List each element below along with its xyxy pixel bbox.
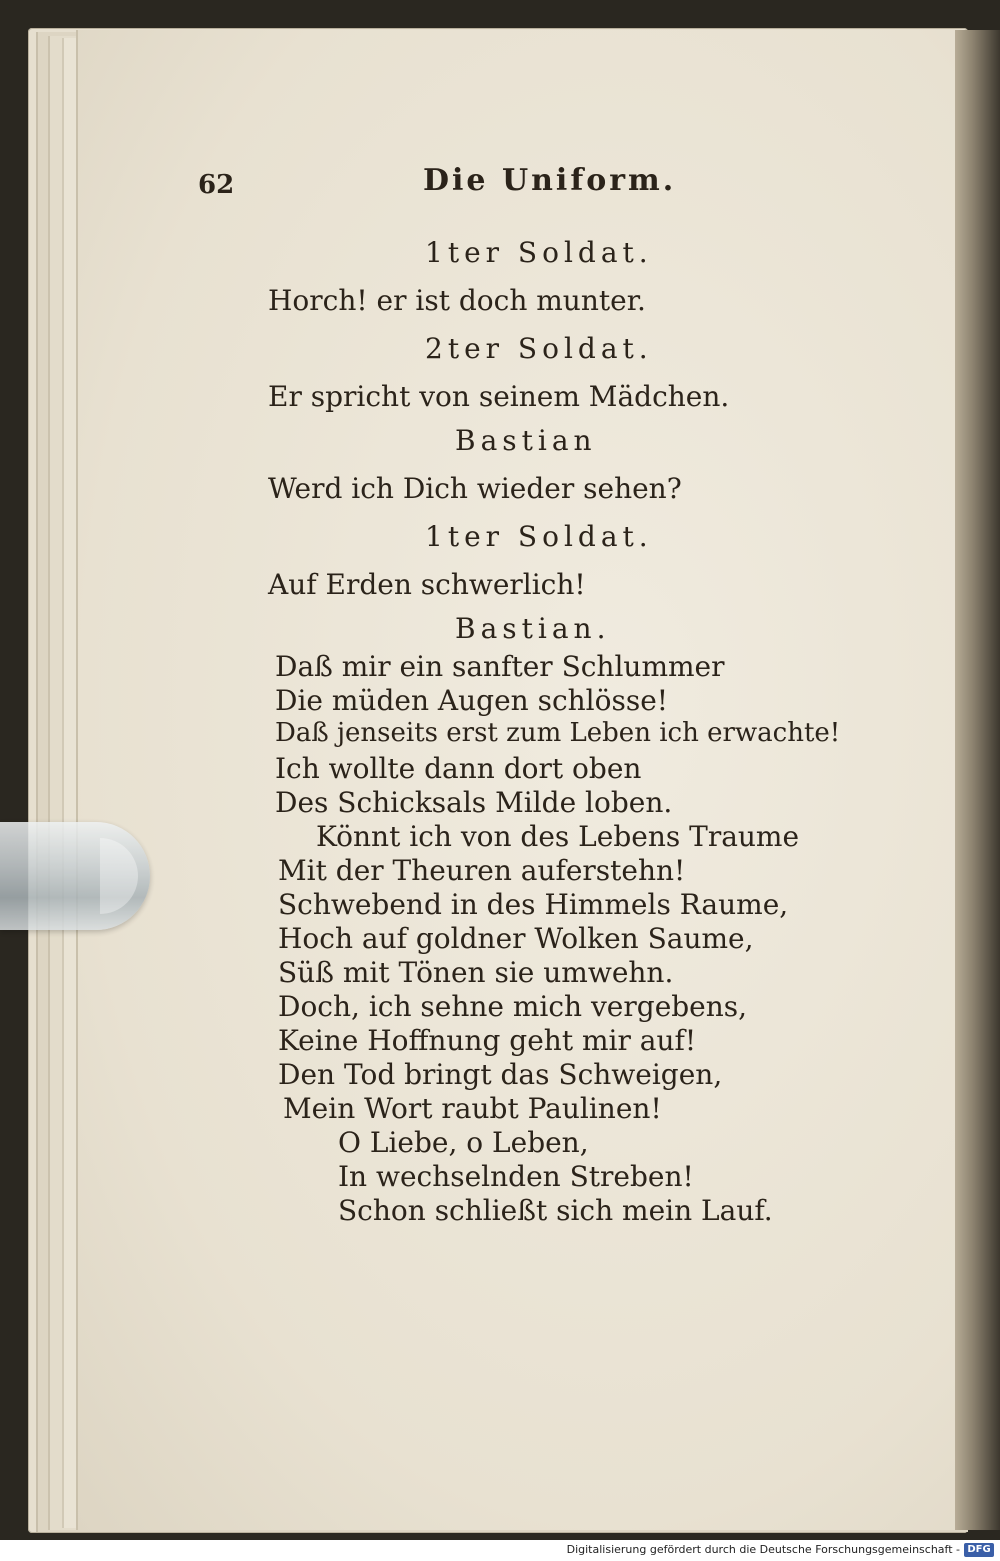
- verse-line: Des Schicksals Milde loben.: [275, 786, 673, 819]
- verse-line: Werd ich Dich wieder sehen?: [268, 472, 682, 505]
- verse-line: Könnt ich von des Lebens Traume: [316, 820, 800, 853]
- verse-line: Er spricht von seinem Mädchen.: [268, 380, 730, 413]
- verse-line: Den Tod bringt das Schweigen,: [278, 1058, 723, 1091]
- verse-line: Schwebend in des Himmels Raume,: [278, 888, 789, 921]
- verse-line: Süß mit Tönen sie umwehn.: [278, 956, 674, 989]
- verse-line: Ich wollte dann dort oben: [275, 752, 642, 785]
- verse-line: Mein Wort raubt Paulinen!: [283, 1092, 662, 1125]
- footer-credit: Digitalisierung gefördert durch die Deutsche Forschungsgemeinschaft -: [566, 1543, 960, 1556]
- page-number: 62: [198, 170, 235, 200]
- verse-line: Daß mir ein sanfter Schlummer: [275, 650, 725, 683]
- verse-line: O Liebe, o Leben,: [338, 1126, 589, 1159]
- verse-line: Doch, ich sehne mich vergebens,: [278, 990, 748, 1023]
- speaker-heading: 2ter Soldat.: [425, 332, 653, 365]
- verse-line: In wechselnden Streben!: [338, 1160, 694, 1193]
- dfg-logo: DFG: [964, 1543, 994, 1557]
- verse-line: Schon schließt sich mein Lauf.: [338, 1194, 773, 1227]
- speaker-heading: Bastian: [455, 424, 597, 457]
- running-title: Die Uniform.: [423, 163, 677, 198]
- verse-line: Die müden Augen schlösse!: [275, 684, 669, 717]
- speaker-heading: 1ter Soldat.: [425, 520, 653, 553]
- speaker-heading: Bastian.: [455, 612, 611, 645]
- book-gutter: [955, 30, 1000, 1530]
- speaker-heading: 1ter Soldat.: [425, 236, 653, 269]
- verse-line: Hoch auf goldner Wolken Saume,: [278, 922, 754, 955]
- verse-line: Auf Erden schwerlich!: [268, 568, 586, 601]
- verse-line: Horch! er ist doch munter.: [268, 284, 646, 317]
- verse-line: Keine Hoffnung geht mir auf!: [278, 1024, 697, 1057]
- verse-line: Daß jenseits erst zum Leben ich erwachte!: [275, 718, 841, 748]
- verse-line: Mit der Theuren auferstehn!: [278, 854, 686, 887]
